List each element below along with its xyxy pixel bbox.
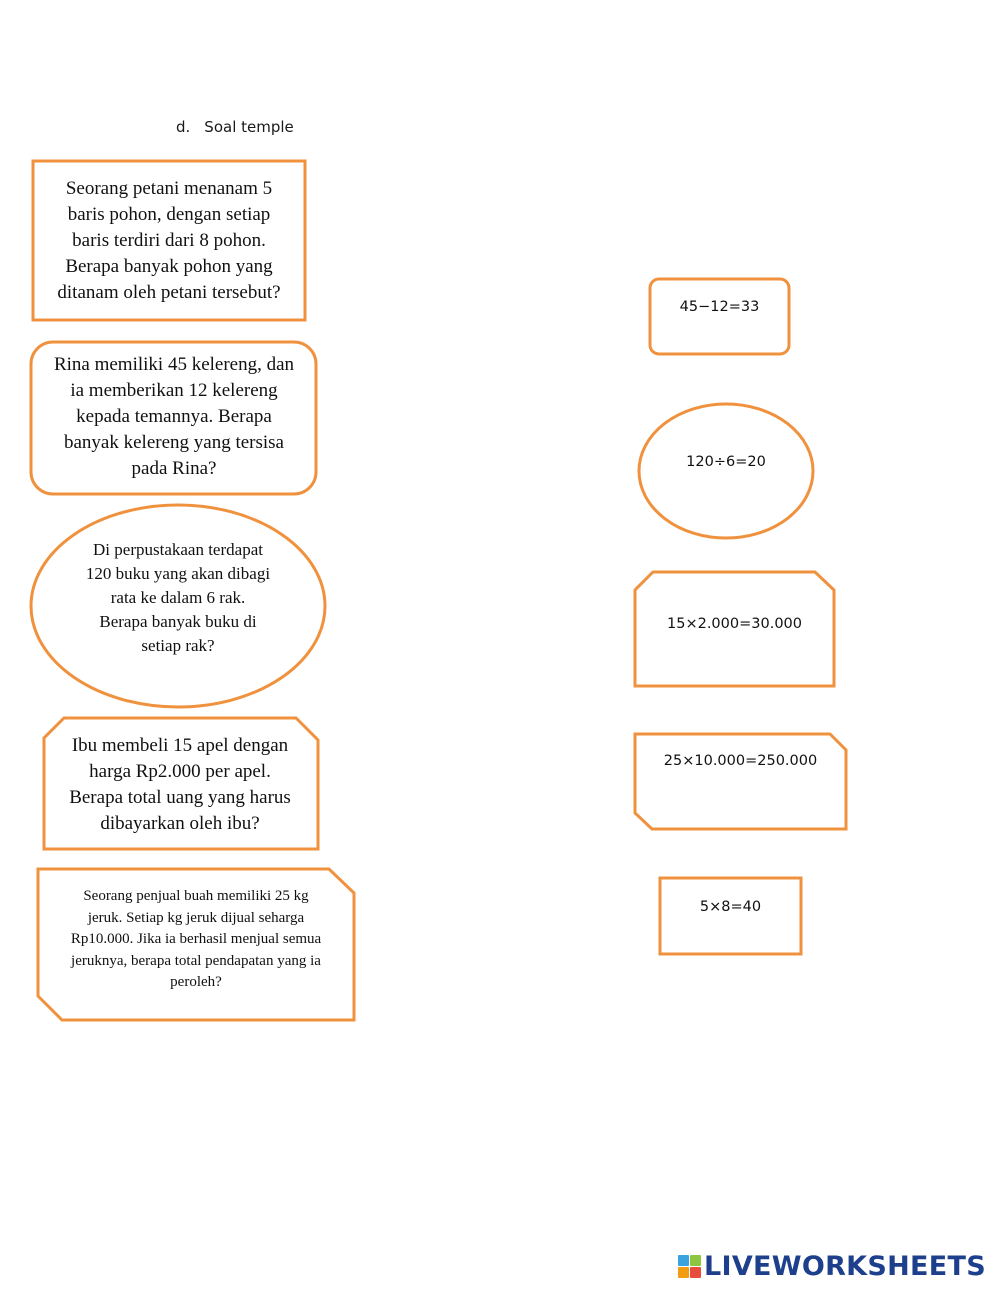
question-3-text: Di perpustakaan terdapat 120 buku yang akan dibagi rata ke dalam 6 rak. Berapa banyak buku di setiap rak?: [85, 540, 271, 655]
question-4-text: Ibu membeli 15 apel dengan harga Rp2.000 per apel. Berapa total uang yang harus dibayarkan oleh ibu?: [69, 735, 291, 834]
section-heading: [176, 118, 294, 136]
section-title: Soal temple: [204, 118, 294, 136]
logo-text: LIVEWORKSHEETS: [703, 1251, 986, 1282]
question-5-text: Seorang penjual buah memiliki 25 kg jeruk. Setiap kg jeruk dijual seharga Rp10.000. Jika ia berhasil menjual semua jeruknya, berapa total pendapatan yang ia peroleh?: [70, 888, 322, 990]
answer-4-text: 25×10.000=250.000: [663, 753, 818, 769]
question-1-text: Seorang petani menanam 5 baris pohon, dengan setiap baris terdiri dari 8 pohon. Berapa banyak pohon yang ditanam oleh petani tersebut?: [57, 178, 281, 303]
section-number: d.: [176, 118, 191, 136]
question-2-text: Rina memiliki 45 kelereng, dan ia memberikan 12 kelereng kepada temannya. Berapa banyak kelereng yang tersisa pada Rina?: [53, 354, 295, 479]
liveworksheets-logo: [678, 1251, 986, 1282]
logo-tiles-icon: [678, 1255, 701, 1278]
answer-1-text: 45−12=33: [679, 299, 760, 315]
answer-2-text: 120÷6=20: [686, 454, 766, 470]
answer-5-text: 5×8=40: [699, 899, 762, 915]
answer-3-text: 15×2.000=30.000: [667, 616, 802, 632]
